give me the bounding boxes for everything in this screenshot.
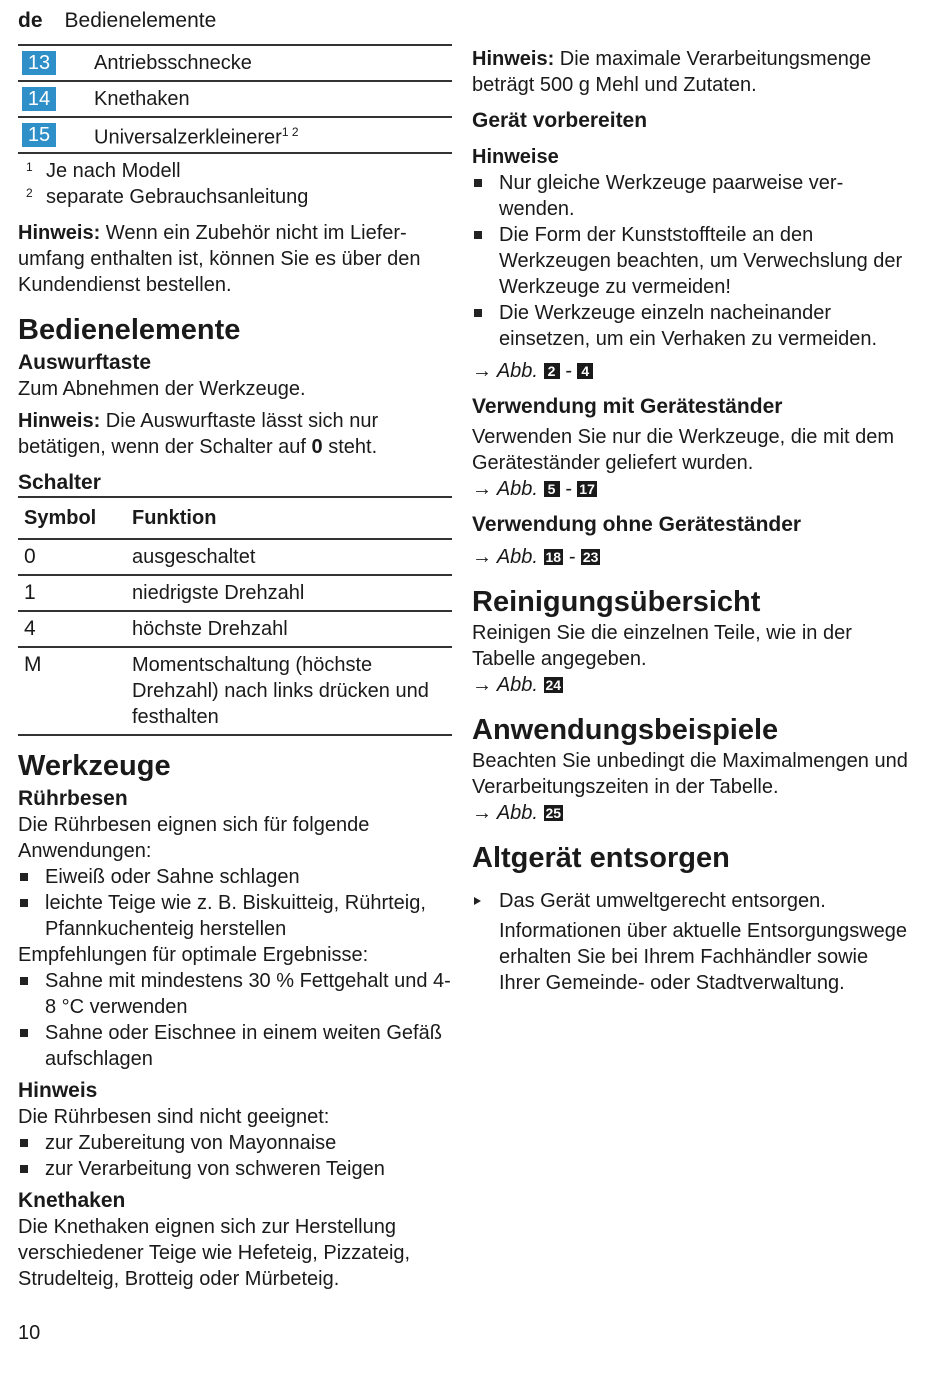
table-row (18, 575, 452, 611)
list-item: Sahne mit mindestens 30 % Fettgehalt und 4-8 °C verwenden (18, 968, 452, 1020)
switch-symbol: 0 (18, 539, 126, 575)
heading-schalter: Schalter (18, 471, 101, 494)
figure-number: 25 (545, 805, 562, 821)
component-label: Knethaken (94, 88, 190, 110)
vorb-list (472, 170, 912, 352)
list-item: Die Werkzeuge einzeln nacheinander einsetzen, um ein Verhaken zu vermeiden. (472, 300, 912, 352)
figure-number: 23 (582, 549, 599, 565)
heading-hinweis: Hinweis (18, 1079, 98, 1102)
empf-text: Empfehlungen für optimale Ergebnisse: (18, 944, 369, 966)
list-item: Die Form der Kunststoffteile an den Werkzeugen beachten, um Verwechslung der Werkzeuge zu vermeiden! (472, 222, 912, 300)
figure-reference: → Abb. 25 (472, 802, 562, 824)
switch-table (18, 496, 452, 736)
figure-reference: → Abb. 18 - 23 (472, 546, 599, 568)
list-item: Eiweiß oder Sahne schlagen (18, 864, 452, 890)
language-tag: de (18, 9, 43, 32)
figure-number: 4 (577, 363, 593, 379)
footnotes (18, 158, 452, 210)
heading-knethaken: Knethaken (18, 1189, 126, 1212)
right-column (472, 46, 912, 996)
component-number: 13 (22, 51, 56, 75)
list-item: zur Verarbeitung von schweren Teigen (18, 1156, 452, 1182)
footnote: 1 Je nach Modell (26, 160, 181, 182)
heading-altgeraet: Altgerät entsorgen (472, 842, 730, 874)
list-item: leichte Teige wie z. B. Biskuitteig, Rührteig, Pfannkuchenteig herstellen (18, 890, 452, 942)
footnote: 2 separate Gebrauchsanleitung (26, 186, 309, 208)
table-row (18, 117, 452, 153)
heading-werkzeuge: Werkzeuge (18, 750, 171, 782)
switch-function: niedrigste Drehzahl (126, 575, 452, 611)
heading-hinweise: Hinweise (472, 146, 559, 168)
figure-number: 2 (544, 363, 560, 379)
mit-text: Verwenden Sie nur die Werkzeuge, die mit dem Geräteständer geliefert wurden. (472, 426, 895, 474)
hinweis-text: Die Rührbesen sind nicht geeignet: (18, 1106, 330, 1128)
hinweis-list (18, 1130, 452, 1182)
table-row (18, 45, 452, 81)
list-item: Sahne oder Eischnee in einem weiten Gefäß aufschlagen (18, 1020, 452, 1072)
figure-reference: → Abb. 5 - 17 (472, 478, 595, 500)
page-header (18, 8, 216, 34)
heading-reinigung: Reinigungsübersicht (472, 586, 761, 618)
components-table (18, 44, 452, 154)
figure-reference: → Abb. 2 - 4 (472, 358, 912, 384)
heading-ruehrbesen: Rührbesen (18, 787, 128, 810)
component-label: Universalzerkleinerer (94, 126, 282, 149)
disposal-step (472, 888, 912, 914)
footnote-marker: 1 2 (281, 125, 299, 140)
switch-function: höchste Drehzahl (126, 611, 452, 647)
header-section: Bedienelemente (64, 9, 217, 32)
heading-geraet-vorbereiten: Gerät vorbereiten (472, 109, 648, 132)
heading-mit-geraetestaender: Verwendung mit Geräteständer (472, 395, 783, 418)
heading-anwendungsbeispiele: Anwendungsbeispiele (472, 714, 779, 746)
heading-ohne-geraetestaender: Verwendung ohne Geräteständer (472, 513, 802, 536)
table-row (18, 539, 452, 575)
alt-text: Informationen über aktuelle Entsorgungswege erhalten Sie bei Ihrem Fachhändler sowie Ihrer Gemeinde- oder Stadtverwaltung. (499, 920, 908, 994)
switch-symbol: 4 (18, 611, 126, 647)
anw-text: Beachten Sie unbedingt die Maximalmengen und Verarbeitungszeiten in der Tabelle. (472, 750, 908, 798)
figure-number: 17 (579, 481, 595, 497)
table-row (18, 647, 452, 735)
table-row (18, 611, 452, 647)
component-number: 15 (22, 123, 56, 147)
table-header-row (18, 497, 452, 539)
page-number: 10 (18, 1322, 41, 1344)
left-column (18, 44, 452, 1292)
ruehr-text: Die Rührbesen eignen sich für folgende Anwendungen: (18, 814, 370, 862)
figure-number: 5 (544, 481, 560, 497)
component-label: Antriebsschnecke (94, 52, 252, 74)
component-number: 14 (22, 87, 56, 111)
knet-text: Die Knethaken eignen sich zur Herstellung verschiedener Teige wie Hefeteig, Pizzateig, Strudelteig, Brotteig oder Mürbeteig. (18, 1216, 411, 1290)
list-item: Nur gleiche Werkzeuge paarweise verwenden. (472, 170, 912, 222)
accessory-note: Hinweis: Wenn ein Zubehör nicht im Lieferumfang enthalten ist, können Sie es über den Kundendienst bestellen. (18, 222, 421, 296)
empf-list (18, 968, 452, 1072)
switch-function: ausgeschaltet (126, 539, 452, 575)
heading-auswurftaste: Auswurftaste (18, 351, 152, 374)
rein-text: Reinigen Sie die einzelnen Teile, wie in der Tabelle angegeben. (472, 622, 852, 670)
auswurf-text: Zum Abnehmen der Werkzeuge. (18, 378, 306, 400)
table-row (18, 81, 452, 117)
heading-bedienelemente: Bedienelemente (18, 314, 241, 346)
capacity-note: Hinweis: Die maximale Verarbeitungsmenge beträgt 500 g Mehl und Zutaten. (472, 48, 872, 96)
switch-function: Momentschaltung (höchste Drehzahl) nach links drücken und festhalten (126, 647, 452, 735)
list-item: zur Zubereitung von Mayonnaise (18, 1130, 452, 1156)
column-header: Symbol (18, 497, 126, 539)
list-item: Das Gerät umweltgerecht entsorgen. (472, 888, 912, 914)
switch-symbol: M (18, 647, 126, 735)
ruehr-list (18, 864, 452, 942)
auswurf-note: Hinweis: Die Auswurftaste lässt sich nur betätigen, wenn der Schalter auf 0 steht. (18, 410, 379, 458)
switch-symbol: 1 (18, 575, 126, 611)
column-header: Funktion (126, 497, 452, 539)
figure-reference: → Abb. 24 (472, 674, 562, 696)
figure-number: 24 (545, 677, 562, 693)
figure-number: 18 (545, 549, 562, 565)
